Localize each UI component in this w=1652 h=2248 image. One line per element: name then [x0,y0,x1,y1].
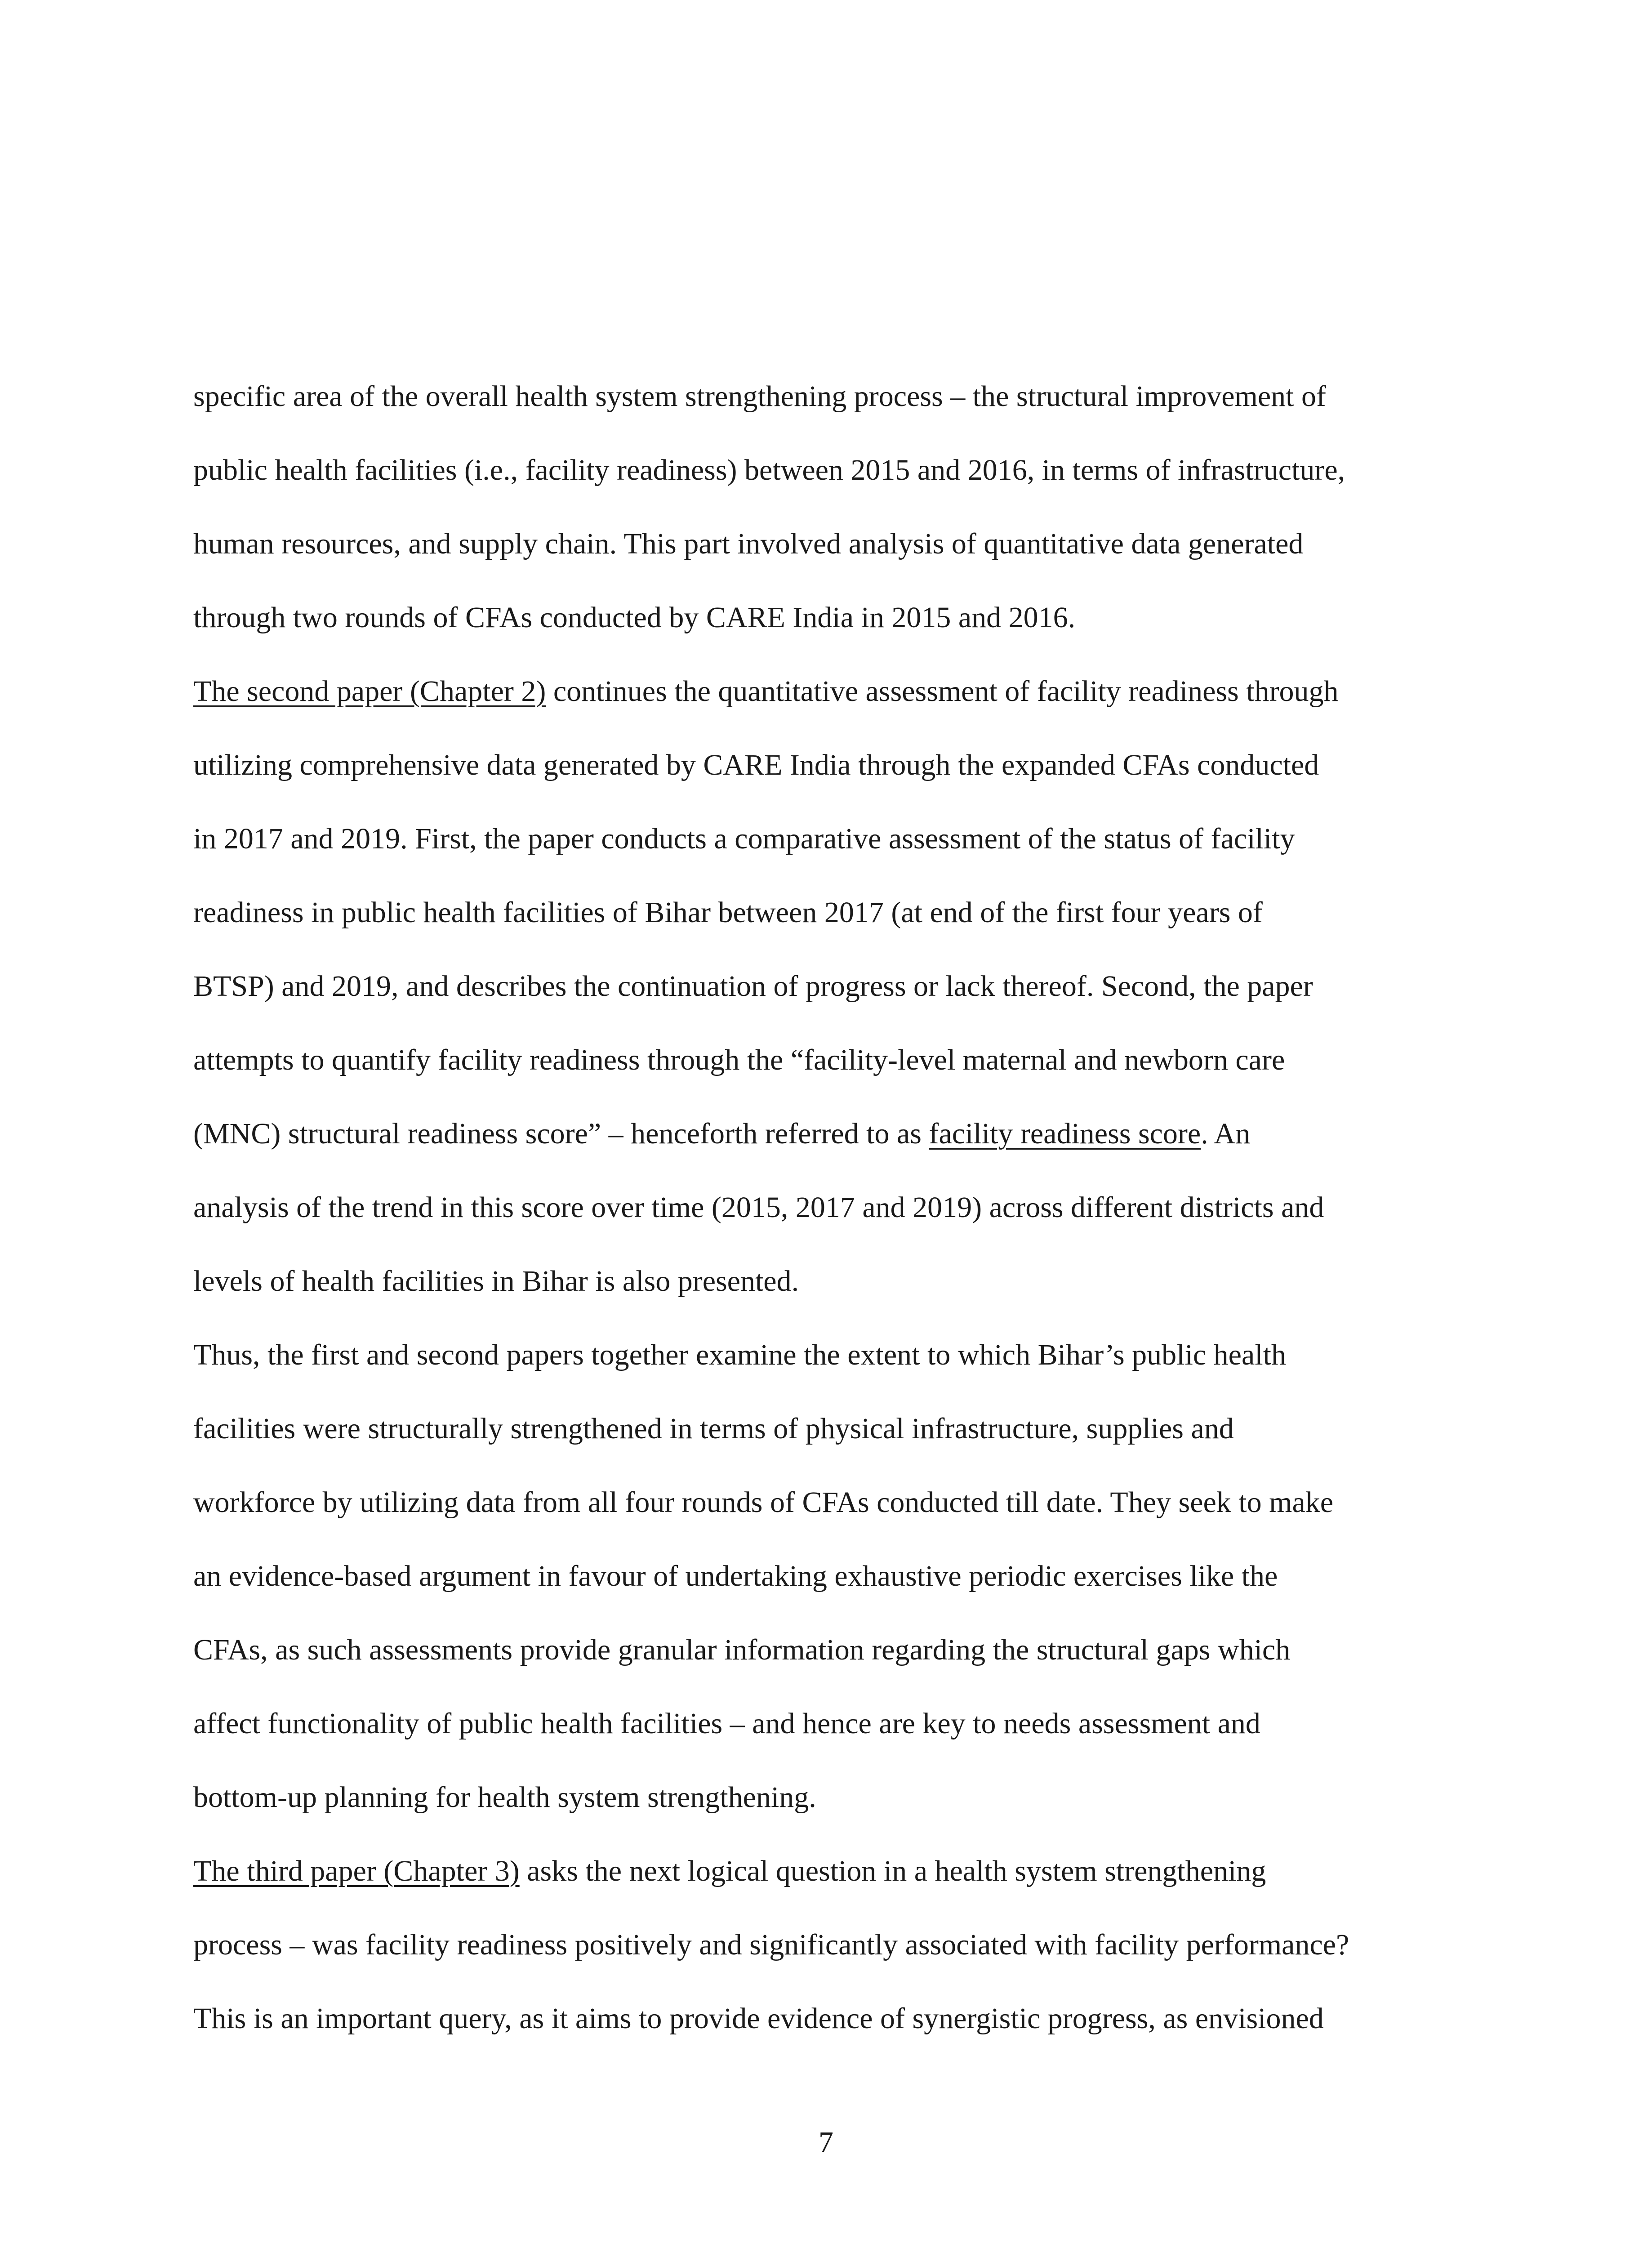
text-segment: continues the quantitative assessment of facility readiness through [546,675,1339,708]
text-line: specific area of the overall health system strengthening process – the structural improvement of [193,380,1326,413]
text-line: human resources, and supply chain. This part involved analysis of quantitative data generated [193,527,1304,560]
text-line: CFAs, as such assessments provide granular information regarding the structural gaps which [193,1633,1291,1666]
page-number: 7 [819,2126,833,2159]
text-line [193,655,1470,728]
facility-readiness-score-term: facility readiness score [929,1117,1201,1150]
third-paper-link: The third paper (Chapter 3) [193,1855,520,1887]
text-line: This is an important query, as it aims to provide evidence of synergistic progress, as envisioned [193,2002,1324,2035]
text-line [193,1097,1470,1171]
text-line: levels of health facilities in Bihar is also presented. [193,1265,799,1298]
text-line: through two rounds of CFAs conducted by CARE India in 2015 and 2016. [193,601,1076,634]
text-line: workforce by utilizing data from all four rounds of CFAs conducted till date. They seek to make [193,1486,1334,1519]
text-line: utilizing comprehensive data generated by CARE India through the expanded CFAs conducted [193,749,1319,781]
text-line: an evidence-based argument in favour of undertaking exhaustive periodic exercises like the [193,1560,1278,1592]
text-line [193,1834,1470,1908]
text-line: analysis of the trend in this score over time (2015, 2017 and 2019) across different districts and [193,1191,1324,1224]
text-line: process – was facility readiness positively and significantly associated with facility performance? [193,1928,1349,1961]
text-line: Thus, the first and second papers together examine the extent to which Bihar’s public health [193,1338,1286,1371]
text-line: public health facilities (i.e., facility readiness) between 2015 and 2016, in terms of infrastructure, [193,454,1345,486]
text-line: bottom-up planning for health system strengthening. [193,1781,816,1814]
text-line: facilities were structurally strengthened in terms of physical infrastructure, supplies and [193,1412,1234,1445]
body-text [193,360,1470,2056]
text-segment: asks the next logical question in a health system strengthening [519,1855,1266,1887]
second-paper-link: The second paper (Chapter 2) [193,675,546,708]
text-line: attempts to quantify facility readiness through the “facility-level maternal and newborn care [193,1044,1285,1076]
text-segment: . An [1201,1117,1251,1150]
text-line: BTSP) and 2019, and describes the continuation of progress or lack thereof. Second, the paper [193,970,1313,1003]
text-line: readiness in public health facilities of Bihar between 2017 (at end of the first four years of [193,896,1263,929]
text-line: in 2017 and 2019. First, the paper conducts a comparative assessment of the status of facility [193,822,1295,855]
text-segment: (MNC) structural readiness score” – henceforth referred to as [193,1117,929,1150]
text-line: affect functionality of public health facilities – and hence are key to needs assessment and [193,1707,1260,1740]
